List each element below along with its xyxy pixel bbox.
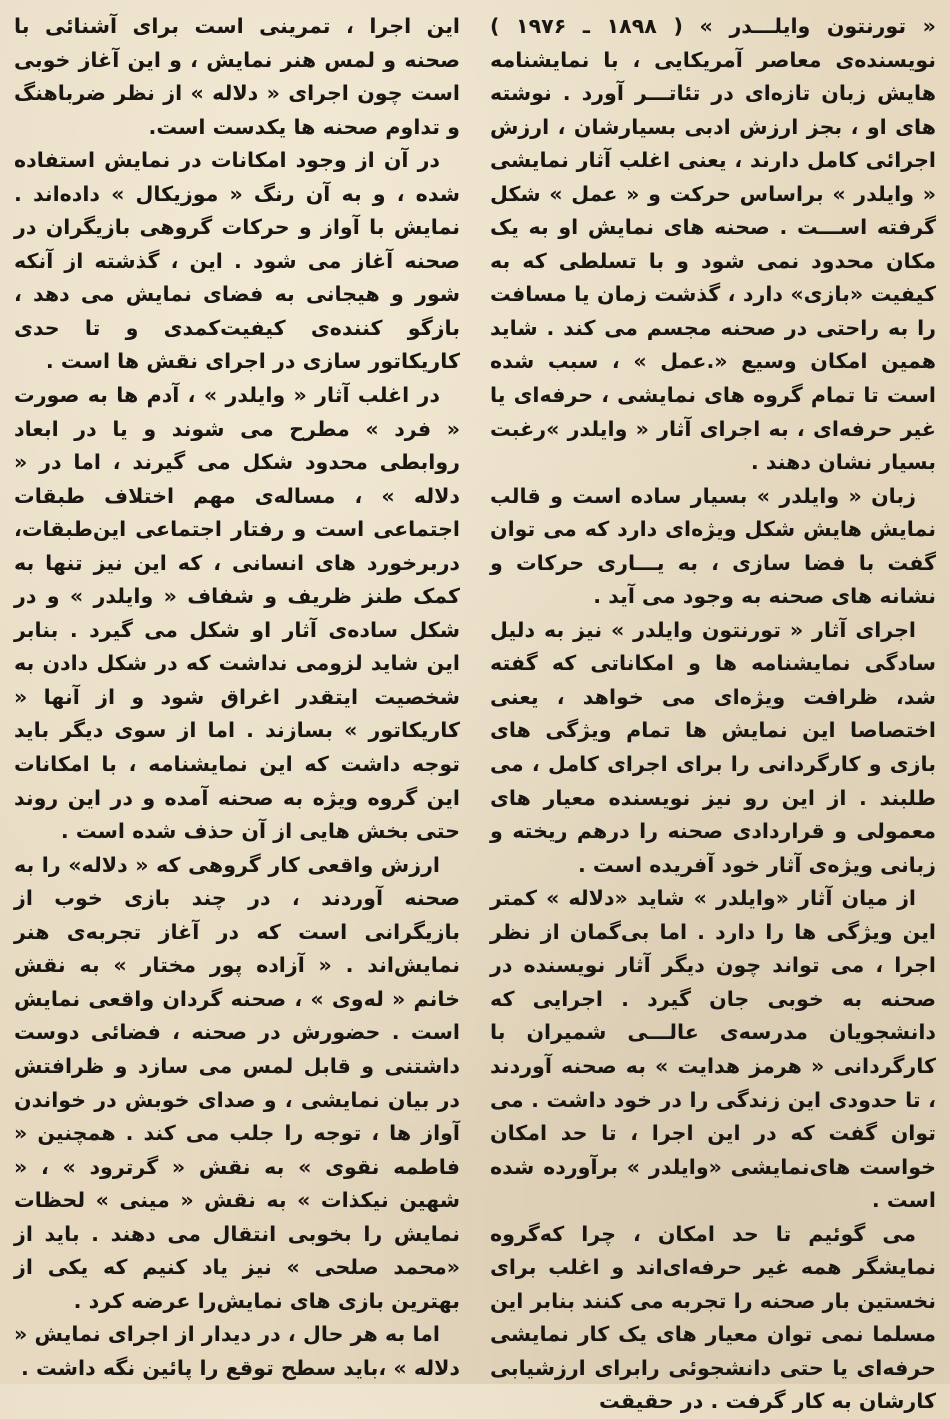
paragraph: اما به هر حال ، در دیدار از اجرای نمایش « دلاله » ،باید سطح توقع را پائین نگه داشت .: [14, 1322, 460, 1380]
paragraph: در اغلب آثار « وایلدر » ، آدم ها به صورت « فرد » مطرح می شوند و یا در ابعاد روابطی محدود شکل می گیرند ، اما در « دلاله » ، مساله‌ی مهم اختلاف طبقات اجتماعی است و رفتار اجتماعی این‌طبقات، دربرخورد های انسانی ، که این نیز تنها به کمک طنز ظریف و شفاف « وایلدر » و در شکل ساده‌ی آثار او شکل می گیرد . بنابر این شاید لزومی نداشت که در شکل دادن به شخصیت ایتقدر اغراق شود و از آنها « کاریکاتور » بسازند . اما از سوی دیگر باید توجه داشت که این نمایشنامه ، با امکانات این گروه ویژه به صحنه آمده و در این روند حتی بخش هایی از آن حذف شده است .: [14, 383, 460, 844]
paragraph: اجرای آثار « تورنتون وایلدر » نیز به دلیل سادگی نمایشنامه ها و امکاناتی که گفته شد، ظرافت ویژه‌ای می خواهد ، یعنی اختصاصا این نمایش ها تمام ویژگی های بازی و کارگردانی را برای اجرای کامل ، می طلبند . از این رو نیز نویسنده معیار های معمولی و قراردادی صحنه را درهم ریخته و زبانی ویژه‌ی آثار خود آفریده است .: [490, 617, 936, 877]
paragraph: می گوئیم تا حد امکان ، چرا که‌گروه نمایشگر همه غیر حرفه‌ای‌اند و اغلب برای نخستین بار صحنه را تجربه می کنند بنابر این مسلما نمی توان معیار های یک کار نمایشی حرفه‌ای یا حتی دانشجوئی رابرای ارزشیابی کارشان به کار گرفت . در حقیقت: [490, 1221, 936, 1414]
left-column: [14, 10, 460, 1384]
right-column: [490, 10, 936, 1414]
paragraph: در آن از وجود امکانات در نمایش استفاده شده ، و به آن رنگ « موزیکال » داده‌اند . نمایش با آواز و حرکات گروهی بازیگران در صحنه آغاز می شود . این ، گذشته از آنکه شور و هیجانی به فضای نمایش می دهد ، بازگو کننده‌ی کیفیت‌کمدی و تا حدی کاریکاتور سازی در اجرای نقش ها است .: [14, 148, 460, 374]
paragraph: ارزش واقعی کار گروهی که « دلاله» را به صحنه آوردند ، در چند بازی خوب از بازیگرانی است که در آغاز تجربه‌ی هنر نمایش‌اند . « آزاده پور مختار » به نقش خانم « لەوی » ، صحنه گردان واقعی نمایش است . حضورش در صحنه ، فضائی دوست داشتنی و قابل لمس می سازد و ظرافتش در بیان نمایشی ، و صدای خوبش در خواندن آواز ها ، توجه را جلب می کند . همچنین « فاطمه نقوی » به نقش « گرترود » ، « شهین نیکذات » به نقش « مینی » لحظات نمایش را بخوبی انتقال می دهند . باید از «محمد صلحی » نیز یاد کنیم که یکی از بهترین بازی های نمایش‌را عرضه کرد .: [14, 852, 460, 1313]
paragraph: زبان « وایلدر » بسیار ساده است و قالب نمایش هایش شکل ویژه‌ای دارد که می توان گفت با فضا سازی ، به یـــاری حرکات و نشانه های صحنه به وجود می آید .: [490, 483, 936, 609]
paragraph: این اجرا ، تمرینی است برای آشنائی با صحنه و لمس هنر نمایش ، و این آغاز خوبی است چون اجرای « دلاله » از نظر ضرباهنگ و تداوم صحنه ها یکدست است.: [14, 14, 460, 139]
paragraph: از میان آثار «وایلدر » شاید «دلاله » کمتر این ویژگی ها را دارد . اما بی‌گمان از نظر اجرا ، می تواند چون دیگر آثار نویسنده در صحنه به خوبی جان گیرد . اجرایی که دانشجویان مدرسه‌ی عالـــی شمیران با کارگردانی « هرمز هدایت » به صحنه آوردند ، تا حدودی این زندگی را در خود داشت . می توان گفت که در این اجرا ، تا حد امکان خواست های‌نمایشی «وایلدر » برآورده شده است .: [490, 886, 936, 1213]
paragraph: « تورنتون وایلـــدر » ( ۱۸۹۸ ـ ۱۹۷۶ ) نویسنده‌ی معاصر آمریکایی ، با نمایشنامه هایش زبان تازه‌ای در تئاتـــر آورد . نوشته های او ، بجز ارزش ادبی بسیارشان ، ارزش اجرائی کامل دارند ، یعنی اغلب آثار نمایشی « وایلدر » براساس حرکت و « عمل » شکل گرفته اســـت . صحنه های نمایش او به یک مکان محدود نمی شود و با تسلطی که به کیفیت «بازی» دارد ، گذشت زمان یا مسافت را به راحتی در صحنه مجسم می کند . شاید همین امکان وسیع «.عمل » ، سبب شده است تا تمام گروه های نمایشی ، حرفه‌ای یا غیر حرفه‌ای ، به اجرای آثار « وایلدر »رغبت بسیار نشان دهند .: [490, 14, 936, 475]
